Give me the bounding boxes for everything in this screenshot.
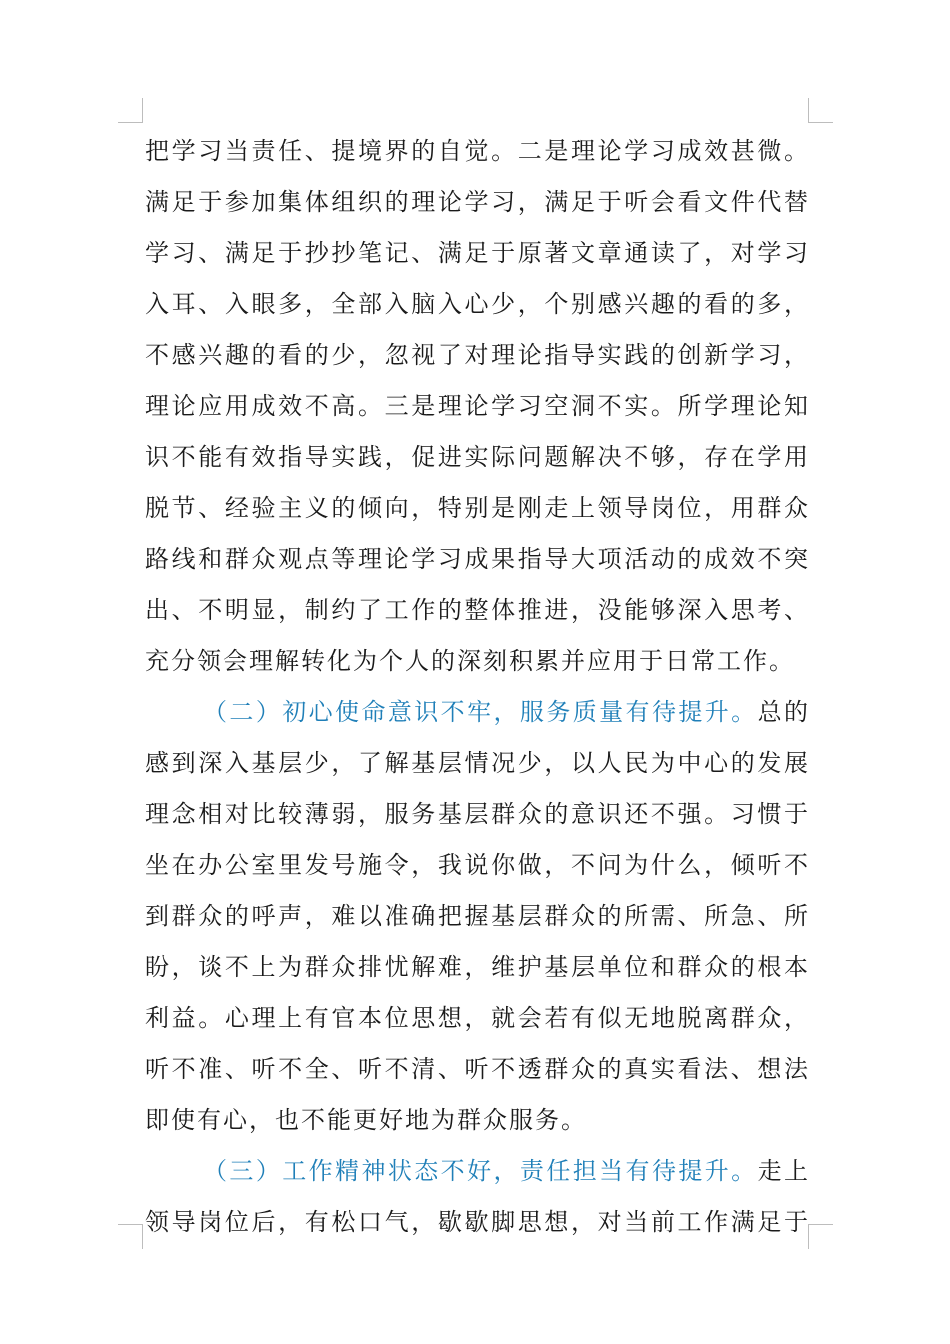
paragraph-line: 不感兴趣的看的少，忽视了对理论指导实践的创新学习，: [145, 341, 810, 369]
paragraph-line: 学习、满足于抄抄笔记、满足于原著文章通读了，对学习: [145, 239, 810, 267]
crop-mark-bottom-right: [808, 1224, 833, 1249]
section-2-lead-text: 总的: [757, 698, 811, 726]
paragraph-line: 到群众的呼声，难以准确把握基层群众的所需、所急、所: [145, 902, 810, 930]
paragraph-line: 满足于参加集体组织的理论学习，满足于听会看文件代替: [145, 188, 810, 216]
paragraph-line: 领导岗位后，有松口气，歇歇脚思想，对当前工作满足于: [145, 1208, 810, 1236]
paragraph-line: 坐在办公室里发号施令，我说你做，不问为什么，倾听不: [145, 851, 810, 879]
paragraph-line: 脱节、经验主义的倾向，特别是刚走上领导岗位，用群众: [145, 494, 810, 522]
section-3-lead-text: 走上: [757, 1157, 811, 1185]
section-3-heading: （三）工作精神状态不好，责任担当有待提升。: [203, 1157, 758, 1185]
paragraph-line: 入耳、入眼多，全部入脑入心少，个别感兴趣的看的多，: [145, 290, 810, 318]
section-2-heading: （二）初心使命意识不牢，服务质量有待提升。: [203, 698, 758, 726]
paragraph-line: 听不准、听不全、听不清、听不透群众的真实看法、想法: [145, 1055, 810, 1083]
body-text: [145, 126, 810, 1248]
paragraph-line: 识不能有效指导实践，促进实际问题解决不够，存在学用: [145, 443, 810, 471]
paragraph-line: 出、不明显，制约了工作的整体推进，没能够深入思考、: [145, 596, 810, 624]
crop-mark-bottom-left: [118, 1224, 143, 1249]
paragraph-line: 理念相对比较薄弱，服务基层群众的意识还不强。习惯于: [145, 800, 810, 828]
paragraph-line: 把学习当责任、提境界的自觉。二是理论学习成效甚微。: [145, 137, 810, 165]
crop-mark-top-right: [808, 98, 833, 123]
paragraph-line: 路线和群众观点等理论学习成果指导大项活动的成效不突: [145, 545, 810, 573]
paragraph-line: 盼，谈不上为群众排忧解难，维护基层单位和群众的根本: [145, 953, 810, 981]
crop-mark-top-left: [118, 98, 143, 123]
section-heading-line: [145, 1146, 810, 1197]
section-heading-line: [145, 687, 810, 738]
paragraph-line: 即使有心，也不能更好地为群众服务。: [145, 1106, 587, 1134]
paragraph-line: 利益。心理上有官本位思想，就会若有似无地脱离群众，: [145, 1004, 810, 1032]
paragraph-line: 充分领会理解转化为个人的深刻积累并应用于日常工作。: [145, 647, 795, 675]
paragraph-line: 感到深入基层少，了解基层情况少，以人民为中心的发展: [145, 749, 810, 777]
paragraph-line: 理论应用成效不高。三是理论学习空洞不实。所学理论知: [145, 392, 810, 420]
